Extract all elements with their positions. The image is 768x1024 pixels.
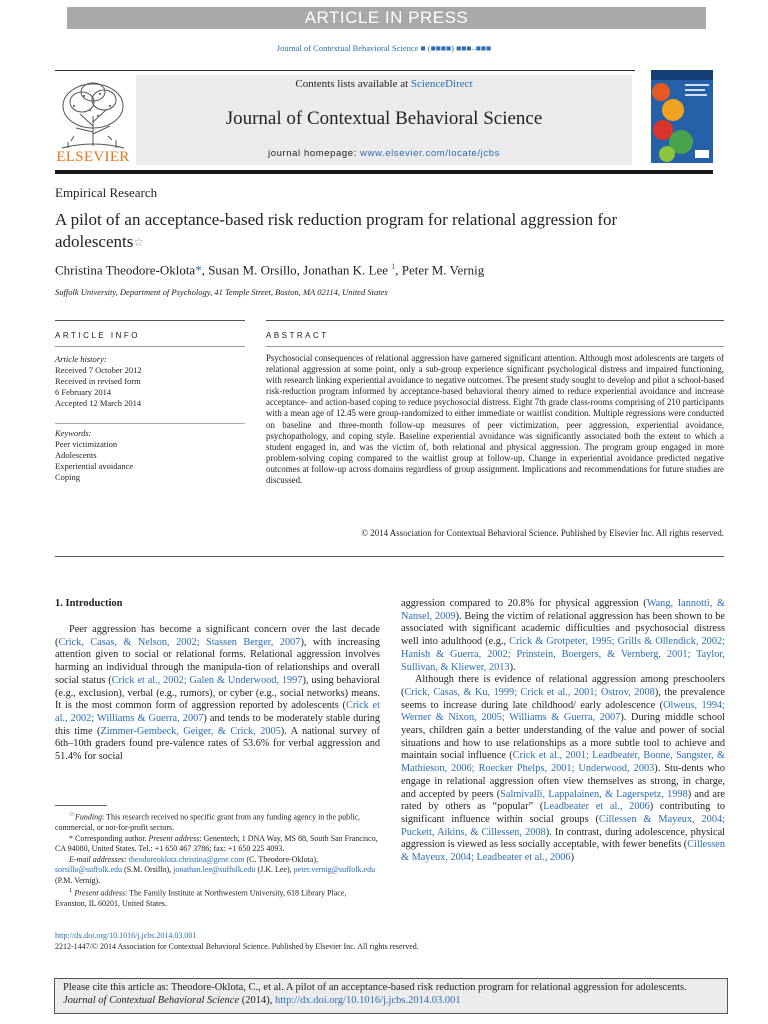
email-owner: (J.K. Lee), [255, 865, 292, 875]
article-title [55, 209, 695, 253]
journal-citation-line[interactable]: Journal of Contextual Behavioral Science ■ (■■■■) ■■■–■■■ [276, 43, 492, 53]
info-rule-mid [55, 346, 245, 347]
cite-this-article-box [54, 978, 728, 1014]
footnote-text: * Corresponding author. [69, 833, 149, 843]
footnote-mark: 1 [69, 887, 73, 895]
footnote-label: Funding [74, 812, 103, 822]
citation-link[interactable]: Crick, Casas, & Nelson, 2002; Stassen Berger, 2007 [58, 636, 301, 648]
citation-link[interactable]: Crick et al., 2001; Leadbeater, Boone, Sangster, & Mathieson, 2006; Roecker Phelps, 2001; Underwood, 2003 [401, 750, 725, 775]
corresponding-footnote [55, 834, 380, 855]
citation-link[interactable]: Salmivalli, Lappalainen, & Lagerspetz, 1998 [500, 788, 688, 800]
introduction-heading: 1. Introduction [55, 598, 123, 609]
text-run: ). During middle school years, children gain a better understanding of the value and power of social situations and how to use relationships as a more subtle tool to achieve and maintain social influence ( [401, 712, 725, 762]
text-run: ), using behavioral (e.g., exclusion), verbal (e.g., rumors), or cyber (e.g., social networks) means. It is the most common form of aggression reported by adolescents ( [55, 674, 380, 712]
journal-title: Journal of Contextual Behavioral Science [225, 108, 543, 129]
email-link[interactable]: sorsillo@suffolk.edu [55, 865, 122, 875]
title-footnote-star-icon[interactable]: ☆ [133, 235, 145, 249]
author-3-mark[interactable]: 1 [391, 262, 396, 271]
elsevier-wordmark: ELSEVIER [56, 149, 130, 165]
citation-link[interactable]: Crick, Casas, & Ku, 1999; Crick et al., 2001; Ostrov, 2008 [404, 686, 655, 698]
intro-paragraph [55, 624, 380, 764]
email-link[interactable]: peter.vernig@suffolk.edu [293, 865, 376, 875]
footnotes [55, 810, 380, 910]
abstract-text: Psychosocial consequences of relational aggression have garnered significant attention. Although most adolescents are targets of relational aggression at some point, only a sub-group experience significant psychological distress and impaired functioning, with research linking experiential avoidance to negative outcomes. The present study sought to develop and pilot a school-based risk-reduction program informed by acceptance-based behavioral theory aimed to reduce experiential avoidance and increase acceptance- and action-based coping to reduce psychosocial distress. Eight 7th grade class-rooms comprising of 210 participants with a mean age of 12.45 were group-randomized to either immediate or waitlist condition. Multiple regressions were conducted on baseline and three-month follow-up measures of peer victimization, peer aggression, experiential avoidance, psychopathology, and coping style. Baseline experiential avoidance was significantly associated both the extent to which a student engaged in, and was the victim of, both relational and physical aggression. The program group engaged in more problem-solving coping compared to the waitlist group at follow-up. Change in experiential avoidance predicted negative outcomes at follow-up across domains regardless of group assignment. Implications and recommendations for future studies are discussed. [266, 353, 724, 486]
text-run: ). Stu-dents who engage in relational aggression often view themselves as strong, in charge, and accepted by peers ( [401, 763, 725, 800]
author-1-mark[interactable]: * [195, 262, 202, 278]
cite-year: (2014), [239, 995, 275, 1006]
text-run: ). [509, 661, 516, 673]
history-label: Article history: [55, 354, 107, 364]
history-item: Accepted 12 March 2014 [55, 398, 142, 408]
author-2-3: , Susan M. Orsillo, Jonathan K. Lee [201, 262, 389, 278]
article-title-text: A pilot of an acceptance-based risk reduction program for relational aggression for adolescents [55, 210, 618, 251]
citation-link[interactable]: Cillessen & Mayeux, 2004; Leadbeater et al., 2006 [401, 839, 725, 864]
footnote-rule [55, 805, 107, 806]
email-owner: (P.M. Vernig). [55, 875, 101, 885]
footnote-star-icon: ☆ [69, 811, 75, 818]
citation-link[interactable]: Crick et al., 2002; Galen & Underwood, 1997 [111, 674, 303, 686]
keyword: Experiential avoidance [55, 461, 134, 471]
keyword: Peer victimization [55, 439, 118, 449]
footnote-text: : This research received no specific grant from any funding agency in the public, commercial, or not-for-profit sectors. [55, 812, 361, 833]
intro-left-column [55, 624, 380, 764]
email-owner: (C. Theodore-Oklota), [244, 854, 319, 864]
keywords-label: Keywords: [55, 428, 92, 438]
citation-link[interactable]: Olweus, 1994; Werner & Nixon, 2005; Williams & Guerra, 2007 [401, 699, 726, 724]
cite-text [63, 981, 719, 1007]
text-run: ). A national survey of 6th–10th graders found pre-valence rates of 53.6% for verbal aggression and 51.4% for social [55, 725, 380, 763]
history-item: 6 February 2014 [55, 387, 112, 397]
email-link[interactable]: theodoreoklota.christina@gene.com [128, 854, 245, 864]
citation-link[interactable]: Cillessen & Mayeux, 2004; Puckett, Aikins, & Cillessen, 2008 [401, 813, 725, 838]
homepage-prefix: journal homepage: [268, 148, 361, 159]
header-thick-rule [55, 170, 713, 174]
abstract-heading: ABSTRACT [266, 331, 329, 340]
text-run: aggression compared to 20.8% for physical aggression ( [401, 598, 647, 609]
footnote-label: Present address [74, 888, 126, 898]
footnote-text: : The Family Institute at Northwestern University, 618 Library Place, Evanston, IL 60201, United States. [55, 888, 347, 909]
citation-link[interactable]: Zimmer-Gembeck, Geiger, & Crick, 2005 [100, 725, 281, 737]
history-item: Received in revised form [55, 376, 141, 386]
email-label: E-mail addresses: [69, 854, 129, 864]
issn-line: 2212-1447/© 2014 Association for Contextual Behavioral Science. Published by Elsevier Inc. All rights reserved. [55, 941, 419, 951]
text-run: ) [570, 852, 574, 864]
text-run: ), with increasing attention given to social or relational forms. Relational aggression involves harming an individual through the manipula-tion of relationships and overall social status ( [55, 636, 380, 686]
text-run: Peer aggression has become a significant concern over the last decade ( [55, 624, 380, 648]
text-run: ) and are rated by others as “popular” ( [401, 788, 726, 813]
email-footnote [55, 855, 380, 887]
affiliation: Suffolk University, Department of Psychology, 41 Temple Street, Boston, MA 02114, United States [55, 287, 388, 297]
author-list [55, 262, 484, 278]
citation-link[interactable]: Crick et al., 2002; Williams & Guerra, 2007 [55, 700, 380, 724]
keywords [55, 428, 245, 483]
header-top-rule [55, 70, 635, 71]
text-run: ) and tends to be moderately stable during this time ( [55, 712, 380, 737]
info-rule-top [55, 320, 245, 321]
footnote-text: : Genentech, 1 DNA Way, MS 88, South San Francisco, CA 94080, United States. Tel.: +1 650 467 3786; fax: +1 650 225 4093. [55, 833, 378, 854]
section-type-label: Empirical Research [55, 185, 158, 200]
doi-link[interactable]: http://dx.doi.org/10.1016/j.jcbs.2014.03.001 [55, 931, 197, 940]
abstract-rule-bottom [55, 556, 724, 557]
sciencedirect-link[interactable]: ScienceDirect [410, 78, 473, 90]
journal-homepage [136, 148, 632, 159]
cite-journal: Journal of Contextual Behavioral Science [63, 995, 240, 1006]
citation-link[interactable]: Leadbeater et al., 2006 [543, 801, 650, 813]
abstract-copyright: © 2014 Association for Contextual Behavioral Science. Published by Elsevier Inc. All rights reserved. [361, 528, 724, 538]
text-run: ). Being the victim of relational aggression has been shown to be associated with significant academic difficulties and psychosocial distress well into adulthood (e.g., [401, 610, 725, 648]
email-link[interactable]: jonathan.lee@suffolk.edu [173, 865, 256, 875]
contents-prefix: Contents lists available at [295, 78, 411, 90]
doi-block [55, 931, 419, 952]
author-1: Christina Theodore-Oklota [55, 262, 196, 278]
text-run: Although there is evidence of relational aggression among preschoolers ( [401, 674, 725, 698]
info-rule-keywords [55, 423, 245, 424]
funding-footnote [55, 810, 380, 834]
author-4: , Peter M. Vernig [395, 262, 485, 278]
article-info-heading: ARTICLE INFO [55, 331, 140, 340]
cite-doi-link[interactable]: http://dx.doi.org/10.1016/j.jcbs.2014.03.001 [275, 995, 461, 1006]
intro-paragraph [401, 598, 725, 674]
history-item: Received 7 October 2012 [55, 365, 142, 375]
footnote-label: Present address [148, 833, 200, 843]
contents-line [136, 78, 632, 90]
intro-paragraph [401, 674, 725, 865]
keyword: Adolescents [55, 450, 97, 460]
text-run: ), the prevalence seems to increase during late childhood/ early adolescence ( [401, 686, 725, 711]
article-in-press-banner: ARTICLE IN PRESS [67, 7, 706, 29]
homepage-link[interactable]: www.elsevier.com/locate/jcbs [360, 148, 500, 159]
cite-prefix: Please cite this article as: Theodore-Oklota, C., et al. A pilot of an acceptance-based risk reduction program for relational aggression for adolescents. [63, 982, 687, 993]
abstract-rule-mid [266, 346, 724, 347]
keyword: Coping [55, 472, 81, 482]
text-run: ). In contrast, during adolescence, physical aggression is viewed as less socially acceptable, with fewer benefits ( [401, 826, 725, 851]
email-owner: (S.M. Orsillo), [122, 865, 174, 875]
intro-right-column [401, 598, 725, 865]
journal-cover-image [651, 70, 713, 163]
abstract-rule-top [266, 320, 724, 321]
citation-link[interactable]: Crick & Grotpeter, 1995; Grills & Ollendick, 2002; Hanish & Guerra, 2002; Prinstein, Boergers, & Vernberg, 2001; Taylor, Sullivan, & Kliewer, 2013 [401, 636, 725, 673]
journal-header-box [136, 75, 632, 165]
article-history [55, 354, 245, 409]
citation-link[interactable]: Wang, Iannotti, & Nansel, 2009 [401, 598, 725, 622]
present-address-footnote [55, 886, 380, 910]
text-run: ) contributing to significant influence within social groups ( [401, 801, 726, 825]
